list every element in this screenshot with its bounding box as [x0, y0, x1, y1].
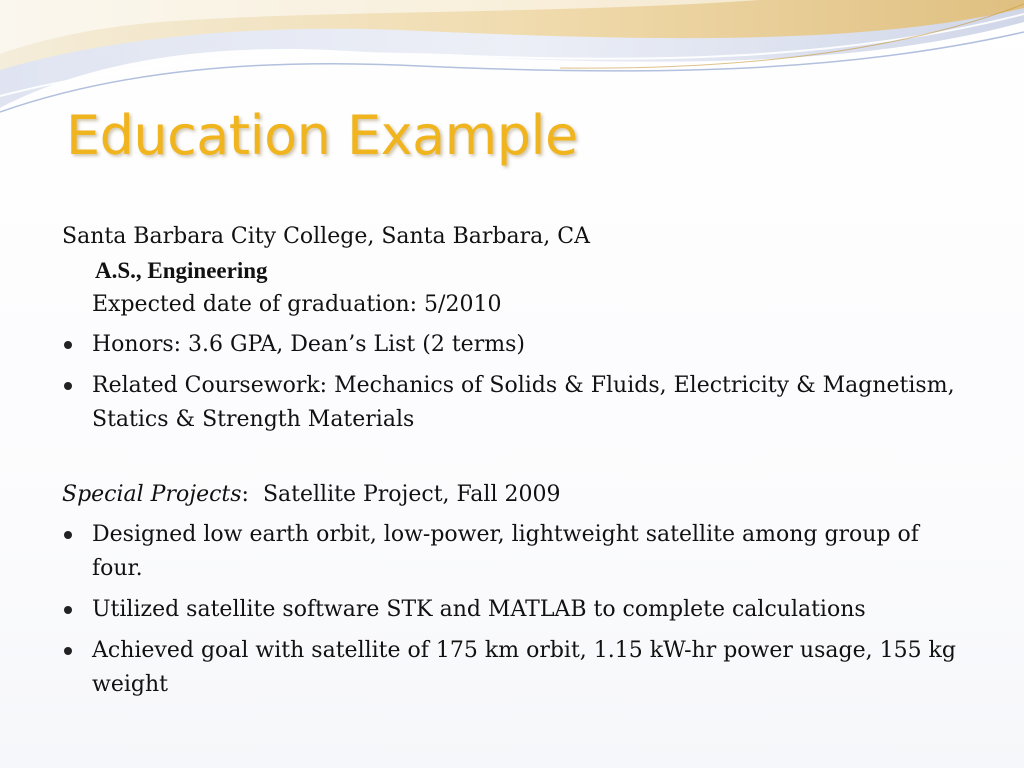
list-item — [62, 634, 962, 702]
honors-text: Honors: 3.6 GPA, Dean’s List (2 terms) — [92, 332, 525, 357]
bullet-dot-icon — [64, 382, 72, 390]
project-detail-text: Utilized satellite software STK and MATLAB to complete calculations — [92, 597, 866, 622]
list-item — [62, 518, 962, 586]
project-bullet-list — [62, 518, 962, 702]
special-projects-value: Satellite Project, Fall 2009 — [262, 482, 561, 507]
coursework-text: Related Coursework: Mechanics of Solids & Fluids, Electricity & Magnetism, Statics & Strength Materials — [92, 373, 955, 432]
slide-title: Education Example — [66, 104, 578, 167]
project-detail-text: Achieved goal with satellite of 175 km orbit, 1.15 kW-hr power usage, 155 kg weight — [92, 638, 956, 697]
list-item — [62, 369, 962, 437]
special-projects-separator: : — [241, 482, 263, 507]
slide-body — [62, 220, 962, 709]
bullet-dot-icon — [64, 647, 72, 655]
graduation-date-line: Expected date of graduation: 5/2010 — [92, 292, 502, 317]
bullet-dot-icon — [64, 341, 72, 349]
special-projects-label: Special Projects — [62, 482, 242, 507]
spacer — [62, 444, 962, 478]
bullet-dot-icon — [64, 606, 72, 614]
project-detail-text: Designed low earth orbit, low-power, lightweight satellite among group of four. — [92, 522, 919, 581]
degree-line: A.S., Engineering — [95, 258, 268, 283]
bullet-dot-icon — [64, 531, 72, 539]
special-projects-line — [62, 478, 962, 512]
school-line: Santa Barbara City College, Santa Barbara, CA — [62, 224, 590, 249]
list-item — [62, 593, 962, 627]
list-item — [62, 328, 962, 362]
education-bullet-list — [62, 328, 962, 437]
